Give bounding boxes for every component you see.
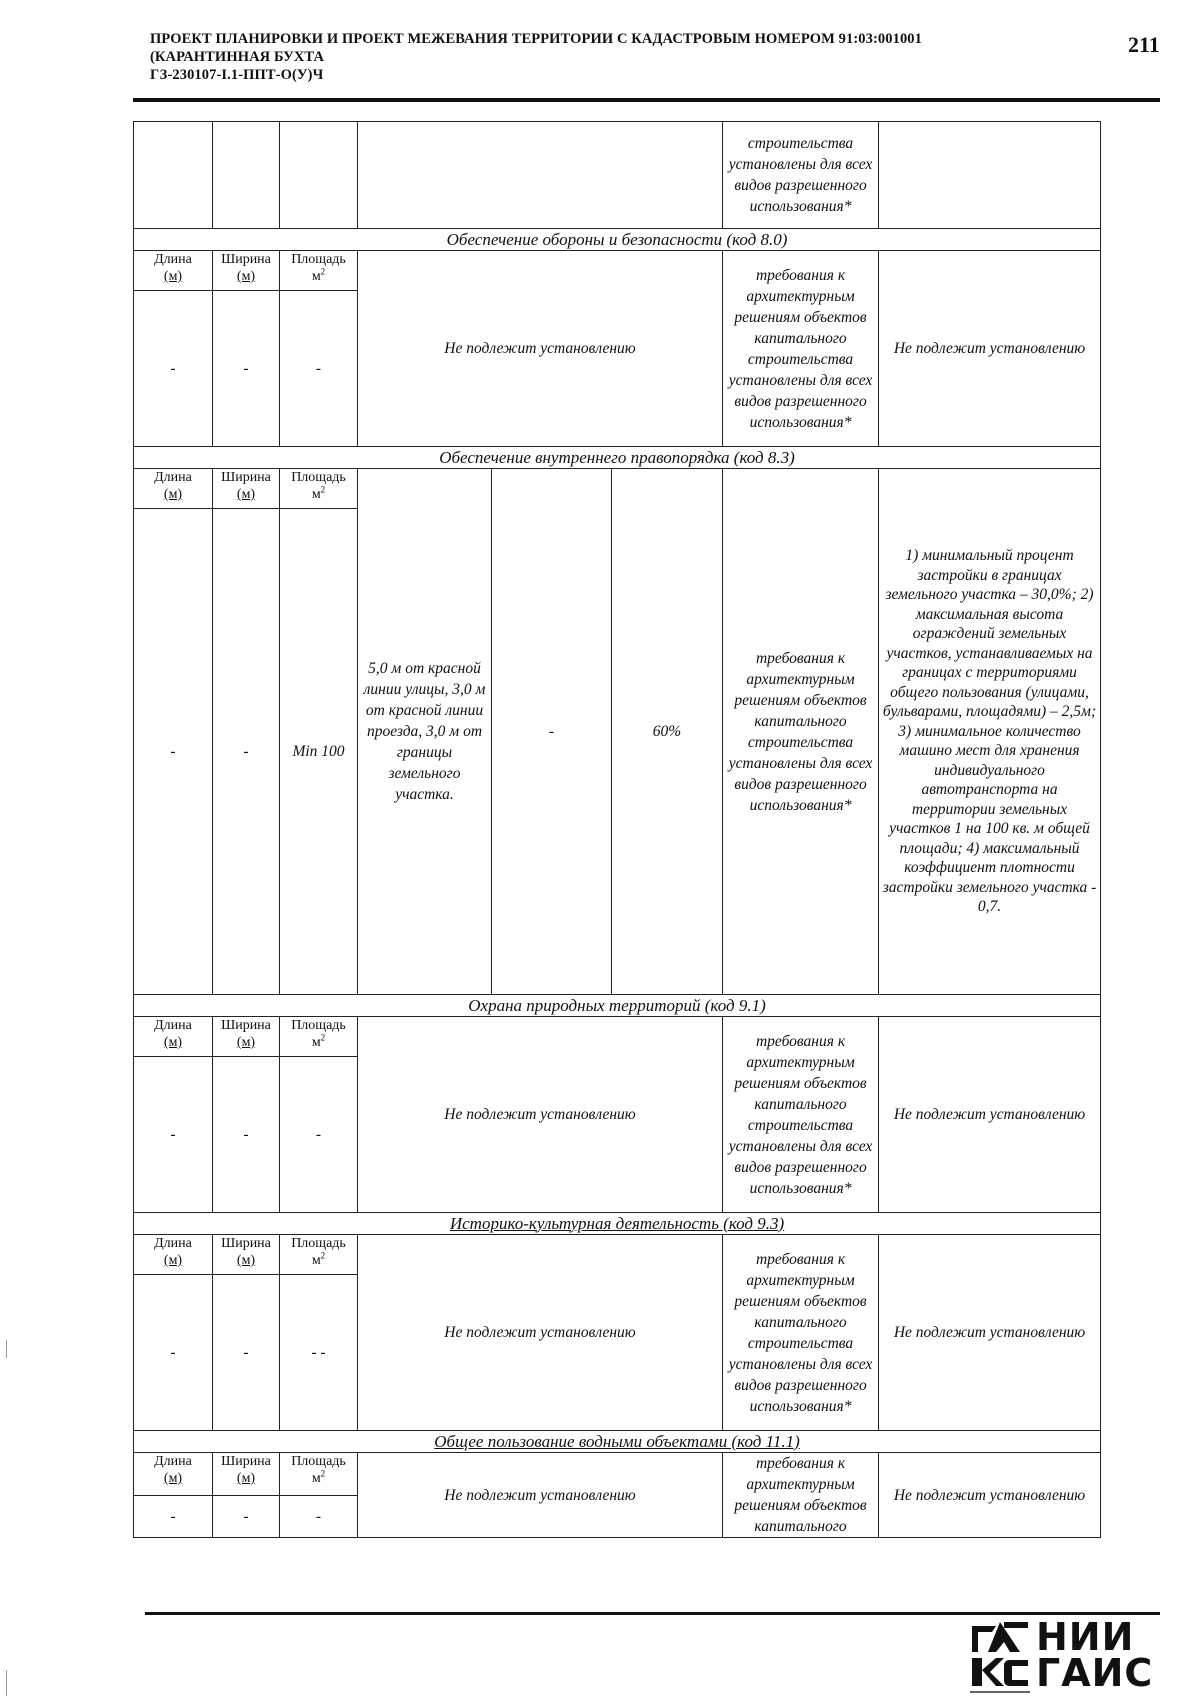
requirements-cell: требования к архитектурным решениям объектов капитального строительства установлены для всех видов разрешенного использования*: [723, 251, 879, 447]
requirements-cell: строительства установлены для всех видов разрешенного использования*: [723, 122, 879, 229]
other-params-cell: Не подлежит установлению: [879, 1017, 1101, 1213]
regulations-table: [133, 121, 1101, 1538]
other-params-cell: 1) минимальный процент застройки в границах земельного участка – 30,0%; 2) максимальная высота ограждений земельных участков, устанавливаемых на границах с территориями общего пользования (улицами, бульварами, площадями) – 2,5м; 3) минимальное количество машино мест для хранения индивидуального автотранспорта на территории земельных участков 1 на 100 кв. м общей площади; 4) максимальный коэффициент плотности застройки земельного участка - 0,7.: [879, 469, 1101, 995]
column-header-area: Площадь $м^2$: [280, 251, 358, 291]
header-rule: [133, 98, 1160, 102]
header-line-1: ПРОЕКТ ПЛАНИРОВКИ И ПРОЕКТ МЕЖЕВАНИЯ ТЕРРИТОРИИ С КАДАСТРОВЫМ НОМЕРОМ 91:03:001001: [150, 31, 923, 47]
section-title: Общее пользование водными объектами (код 11.1): [134, 1431, 1101, 1453]
column-header-area: Площадь $м^2$: [280, 469, 358, 509]
column-header-width: Ширина (м): [213, 1453, 280, 1496]
company-logo: [970, 1615, 1170, 1696]
scan-margin-mark: [6, 1340, 7, 1358]
column-header-width: Ширина (м): [213, 469, 280, 509]
page-number: 211: [1128, 32, 1160, 57]
logo-text-1: НИИ: [1036, 1615, 1135, 1659]
logo-underline: [970, 1691, 1030, 1693]
area-value: -: [280, 1495, 358, 1538]
table-row: [134, 469, 1101, 509]
logo-mark-icon: [970, 1618, 1032, 1692]
column-header-width: Ширина (м): [213, 1235, 280, 1275]
requirements-cell: требования к архитектурным решениям объектов капитального строительства установлены для всех видов разрешенного использования*: [723, 1017, 879, 1213]
column-header-length: Длина (м): [134, 1453, 213, 1496]
table-row: [134, 229, 1101, 251]
column-header-width: Ширина (м): [213, 1017, 280, 1057]
width-value: -: [213, 1057, 280, 1213]
area-value: -: [280, 1057, 358, 1213]
area-value: Min 100: [280, 509, 358, 995]
area-value: -: [280, 291, 358, 447]
table-row: [134, 1235, 1101, 1275]
other-params-cell: Не подлежит установлению: [879, 1453, 1101, 1538]
scan-margin-mark: [6, 1670, 7, 1696]
other-params-cell: Не подлежит установлению: [879, 251, 1101, 447]
column-header-length: Длина (м): [134, 469, 213, 509]
coverage-cell: 60%: [612, 469, 723, 995]
header-line-3: ГЗ-230107-I.1-ППТ-О(У)Ч: [150, 67, 324, 83]
footer-rule: [145, 1612, 1160, 1615]
column-header-length: Длина (м): [134, 251, 213, 291]
column-header-area: Площадь $м^2$: [280, 1235, 358, 1275]
header-line-2: (КАРАНТИННАЯ БУХТА: [150, 49, 325, 65]
cell-empty: [879, 122, 1101, 229]
requirements-cell: требования к архитектурным решениям объектов капитального строительства установлены для всех видов разрешенного использования*: [723, 1235, 879, 1431]
width-value: -: [213, 291, 280, 447]
cell-empty: [280, 122, 358, 229]
column-header-area: Площадь $м^2$: [280, 1017, 358, 1057]
table-row: [134, 122, 1101, 229]
middle-cell: Не подлежит установлению: [358, 1235, 723, 1431]
table-row: [134, 1213, 1101, 1235]
section-title: Обеспечение обороны и безопасности (код 8.0): [134, 229, 1101, 251]
table-row: [134, 995, 1101, 1017]
column-header-width: Ширина (м): [213, 251, 280, 291]
setback-cell: 5,0 м от красной линии улицы, 3,0 м от красной линии проезда, 3,0 м от границы земельного участка.: [358, 469, 492, 995]
section-title: Охрана природных территорий (код 9.1): [134, 995, 1101, 1017]
area-value: - -: [280, 1275, 358, 1431]
column-header-area: Площадь $м^2$: [280, 1453, 358, 1496]
length-value: -: [134, 1057, 213, 1213]
width-value: -: [213, 1495, 280, 1538]
cell-empty: [358, 122, 723, 229]
cell-empty: [213, 122, 280, 229]
width-value: -: [213, 509, 280, 995]
table-row: [134, 251, 1101, 291]
width-value: -: [213, 1275, 280, 1431]
table-row: [134, 447, 1101, 469]
middle-cell: Не подлежит установлению: [358, 1453, 723, 1538]
section-title: Историко-культурная деятельность (код 9.3): [134, 1213, 1101, 1235]
cell-empty: [134, 122, 213, 229]
requirements-cell: требования к архитектурным решениям объектов капитального строительства установлены для всех видов разрешенного использования*: [723, 469, 879, 995]
column-header-length: Длина (м): [134, 1235, 213, 1275]
requirements-cell: требования к архитектурным решениям объектов капитального: [723, 1453, 879, 1538]
length-value: -: [134, 1275, 213, 1431]
section-title: Обеспечение внутреннего правопорядка (код 8.3): [134, 447, 1101, 469]
length-value: -: [134, 509, 213, 995]
middle-cell: Не подлежит установлению: [358, 251, 723, 447]
floors-cell: -: [492, 469, 612, 995]
other-params-cell: Не подлежит установлению: [879, 1235, 1101, 1431]
table-row: [134, 1431, 1101, 1453]
length-value: -: [134, 1495, 213, 1538]
middle-cell: Не подлежит установлению: [358, 1017, 723, 1213]
logo-text-2: ГАИС: [1036, 1651, 1154, 1695]
length-value: -: [134, 291, 213, 447]
document-header: [150, 30, 1080, 84]
table-row: [134, 1017, 1101, 1057]
column-header-length: Длина (м): [134, 1017, 213, 1057]
table-row: [134, 1453, 1101, 1496]
